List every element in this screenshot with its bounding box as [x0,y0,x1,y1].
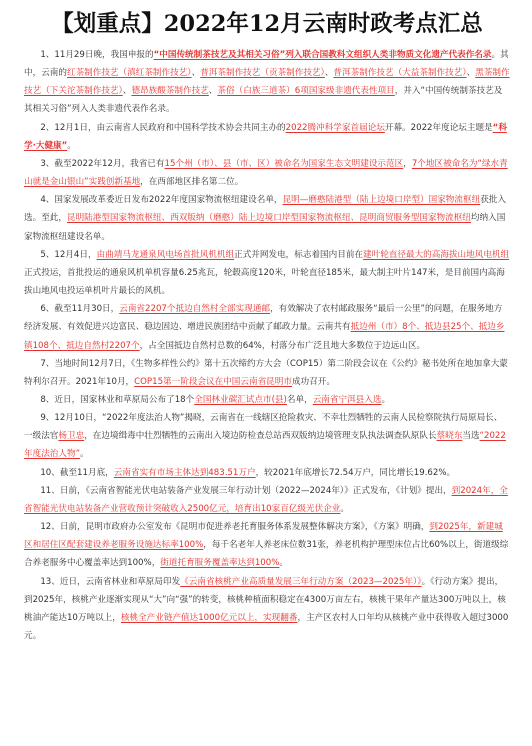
body-text: 、 [122,86,132,97]
news-item [24,482,510,518]
body-text: 正式投运，首批投运的通泉风机单机容量6.25兆瓦，轮毂高度120米，叶轮直径185米，最大制主叶片147米，是目前国内高海拔山地风电投运单机叶片最长的风机。 [24,267,505,297]
news-item [24,464,510,482]
body-text: 9、12月10日，“2022年度法治人物”揭晓，云南省在一线辖区抢险救灾、不幸壮烈牺牲的云南人民检察院执行局原局长、一级法官 [24,413,503,442]
news-item-list [24,46,510,645]
news-item [24,409,510,463]
body-text: 正式并网发电，标志着国内目前在 [234,249,364,260]
highlighted-text: 普洱茶制作技艺（贡茶制作技艺） [200,68,325,79]
body-text: ，在边境缉毒中壮烈牺牲的云南出入境边防检查总站西双版纳边境管理支队执法调查队原队长 [84,431,437,442]
highlighted-text: 云南省宁洱县入选 [312,394,382,405]
highlighted-text: 全国林业碳汇试点市(县) [194,394,287,405]
highlighted-text: 云南省2207个抵边自然村全部实现通邮 [119,304,271,315]
body-text: 10、截至11月底， [40,467,114,478]
body-text: 3、截至2022年12月，我省已有 [40,158,165,169]
body-text: 1、11月29日晚，我国申报的 [40,50,154,60]
body-text: 、 [191,68,201,79]
body-text: 。其中，云南的 [24,50,509,79]
highlighted-text: “科学·大健康” [24,122,507,151]
highlighted-text: 核桃全产业链产值达1000亿元以上，实现翻番 [120,612,298,623]
highlighted-text: 德昂族酸茶制作技艺 [131,86,209,97]
highlighted-text: 普洱茶制作技艺（大益茶制作技艺） [333,68,467,79]
highlighted-text: 昆明陆港型国家物流枢纽、西双版纳（磨憨）陆上边境口岸型国家物流枢纽、昆明商贸服务型国家物流枢纽 [66,213,471,224]
highlighted-text: 蔡晓东 [436,431,463,442]
highlighted-text: 2022腾冲科学家首届论坛 [285,122,385,133]
highlighted-text: COP15第一阶段会议在中国云南省昆明市 [134,376,292,387]
body-text: ， [403,158,412,169]
body-text: 开幕。2022年度论坛主题是 [384,122,493,133]
body-text: 、 [324,68,334,79]
news-item [24,191,510,245]
body-text: 。 [67,140,76,151]
body-text: ，较2021年底增长72.54万户，同比增长19.62%。 [255,467,456,478]
body-text: ，占全国抵边自然村总数的64%，村落分布广泛且地大多数位于边远山区。 [139,340,426,351]
news-item [24,300,510,354]
body-text: 12、日前，昆明市政府办公室发布《昆明市促进养老托育服务体系发展整体解决方案》，《方案》明确， [40,522,430,533]
body-text: ，有效解决了农村邮政服务“最后一公里”的问题，在服务地方经济发展、有效促进兴边富民、稳边固边、增进民族团结中贡献了邮政力量。云南共有 [24,304,503,333]
highlighted-text: 7个地区被命名为“绿水青山就是金山银山”实践创新基地 [24,158,508,188]
body-text: 13、近日，云南省林业和草原局印发 [40,576,181,587]
body-text: 6、截至11月30日， [40,304,120,315]
body-text: 名单， [286,394,313,405]
body-text: 。 [381,394,391,405]
highlighted-text: 黑茶制作技艺（下关沱茶制作技艺） [24,68,510,97]
body-text: 成功召开。 [291,376,335,387]
highlighted-text: 杨卫忠 [58,431,85,442]
body-text: ，并入“中国传统制茶技艺及其相关习俗”列入人类非遗代表作名录。 [24,86,503,115]
highlighted-text: 昆明—磨憨陆港型（陆上边境口岸型）国家物流枢纽 [282,195,481,206]
body-text: 7、当地时间12月7日，《生物多样性公约》第十五次缔约方大会（COP15）第二阶段会议在《公约》秘书处所在地加拿大蒙特利尔召开。2021年10月， [24,358,508,387]
body-text: 。 [80,449,89,460]
body-text: 。 [279,558,289,569]
news-item [24,355,510,391]
news-item [24,46,510,119]
body-text: 当选 [462,431,480,442]
highlighted-text: 茶俗（白族三道茶） [217,86,295,97]
body-text: 4、国家发展改革委近日发布2022年度国家物流枢纽建设名单， [40,195,283,206]
body-text: 5、12月4日， [40,249,97,260]
article-title: 【划重点】2022年12月云南时政考点汇总 [51,11,483,37]
news-item [24,246,510,300]
highlighted-text: 到2024年，全省智能光伏电站装备产业营收预计突破收入2500亿元，培育出10家百亿级光伏企业 [24,485,508,514]
body-text: 11、日前，《云南省智能光伏电站装备产业发展三年行动计划（2022—2024年）》正式发布，《计划》提出， [40,485,452,496]
highlighted-text: 云南省实有市场主体达到483.51万户 [113,467,256,478]
news-item [24,391,510,409]
body-text: 获批入选。至此， [24,195,506,224]
highlighted-text: 街道托育服务覆盖率达到100% [160,558,280,569]
highlighted-text: 建叶轮直径最大的高海拔山地风电机组 [363,249,510,260]
news-item [24,573,510,646]
highlighted-text: “中国传统制茶技艺及其相关习俗”列入联合国教科文组织人类非物质文化遗产代表作名录 [153,50,492,60]
highlighted-text: 15个州（市）、县（市、区）被命名为国家生态文明建设示范区 [164,158,404,169]
highlighted-text: 《云南省核桃产业高质量发展三年行动方案（2023—2025年）》 [180,576,422,587]
news-item [24,518,510,572]
body-text: 。《行动方案》提出，到2025年，核桃产业逐渐实现从“大”向“强”的转变，核桃种植面积稳定在4300万亩左右，核桃干果年产量达300万吨以上，核桃油产能达10万吨以上， [24,576,506,623]
body-text: 均纳入国家物流枢纽建设名单。 [24,213,506,242]
body-text: ，在西部地区排名第二位。 [140,177,244,188]
highlighted-text: 到2025年，新建城区和居住区配套建设养老服务设施达标率100% [24,522,503,551]
body-text: 2、12月1日，由云南省人民政府和中国科学技术协会共同主办的 [40,122,286,133]
body-text: 8、近日，国家林业和草原局公布了18个 [40,394,195,405]
highlighted-text: 抵边州（市）8个、抵边县25个、抵边乡镇108个、抵边自然村2207个 [24,322,505,351]
body-text: 、 [466,68,476,79]
highlighted-text: 由曲靖马龙通泉风电场首批风机机组 [96,249,235,260]
body-text: ，每千名老年人养老床位数31张，养老机构护理型床位占比60%以上，街道级综合养老服务中心覆盖率达到100%， [24,540,509,569]
news-item [24,119,510,155]
body-text: 。 [340,503,350,514]
body-text: ，主产区农村人口年均从核桃产业中获得收入超过3000元。 [24,612,509,641]
body-text: 、 [208,86,218,97]
highlighted-text: “2022年度法治人物” [24,431,506,460]
news-item [24,155,510,191]
highlighted-text: 6项国家级非遗代表性项目 [294,86,395,97]
highlighted-text: 红茶制作技艺（滇红茶制作技艺） [66,68,192,79]
